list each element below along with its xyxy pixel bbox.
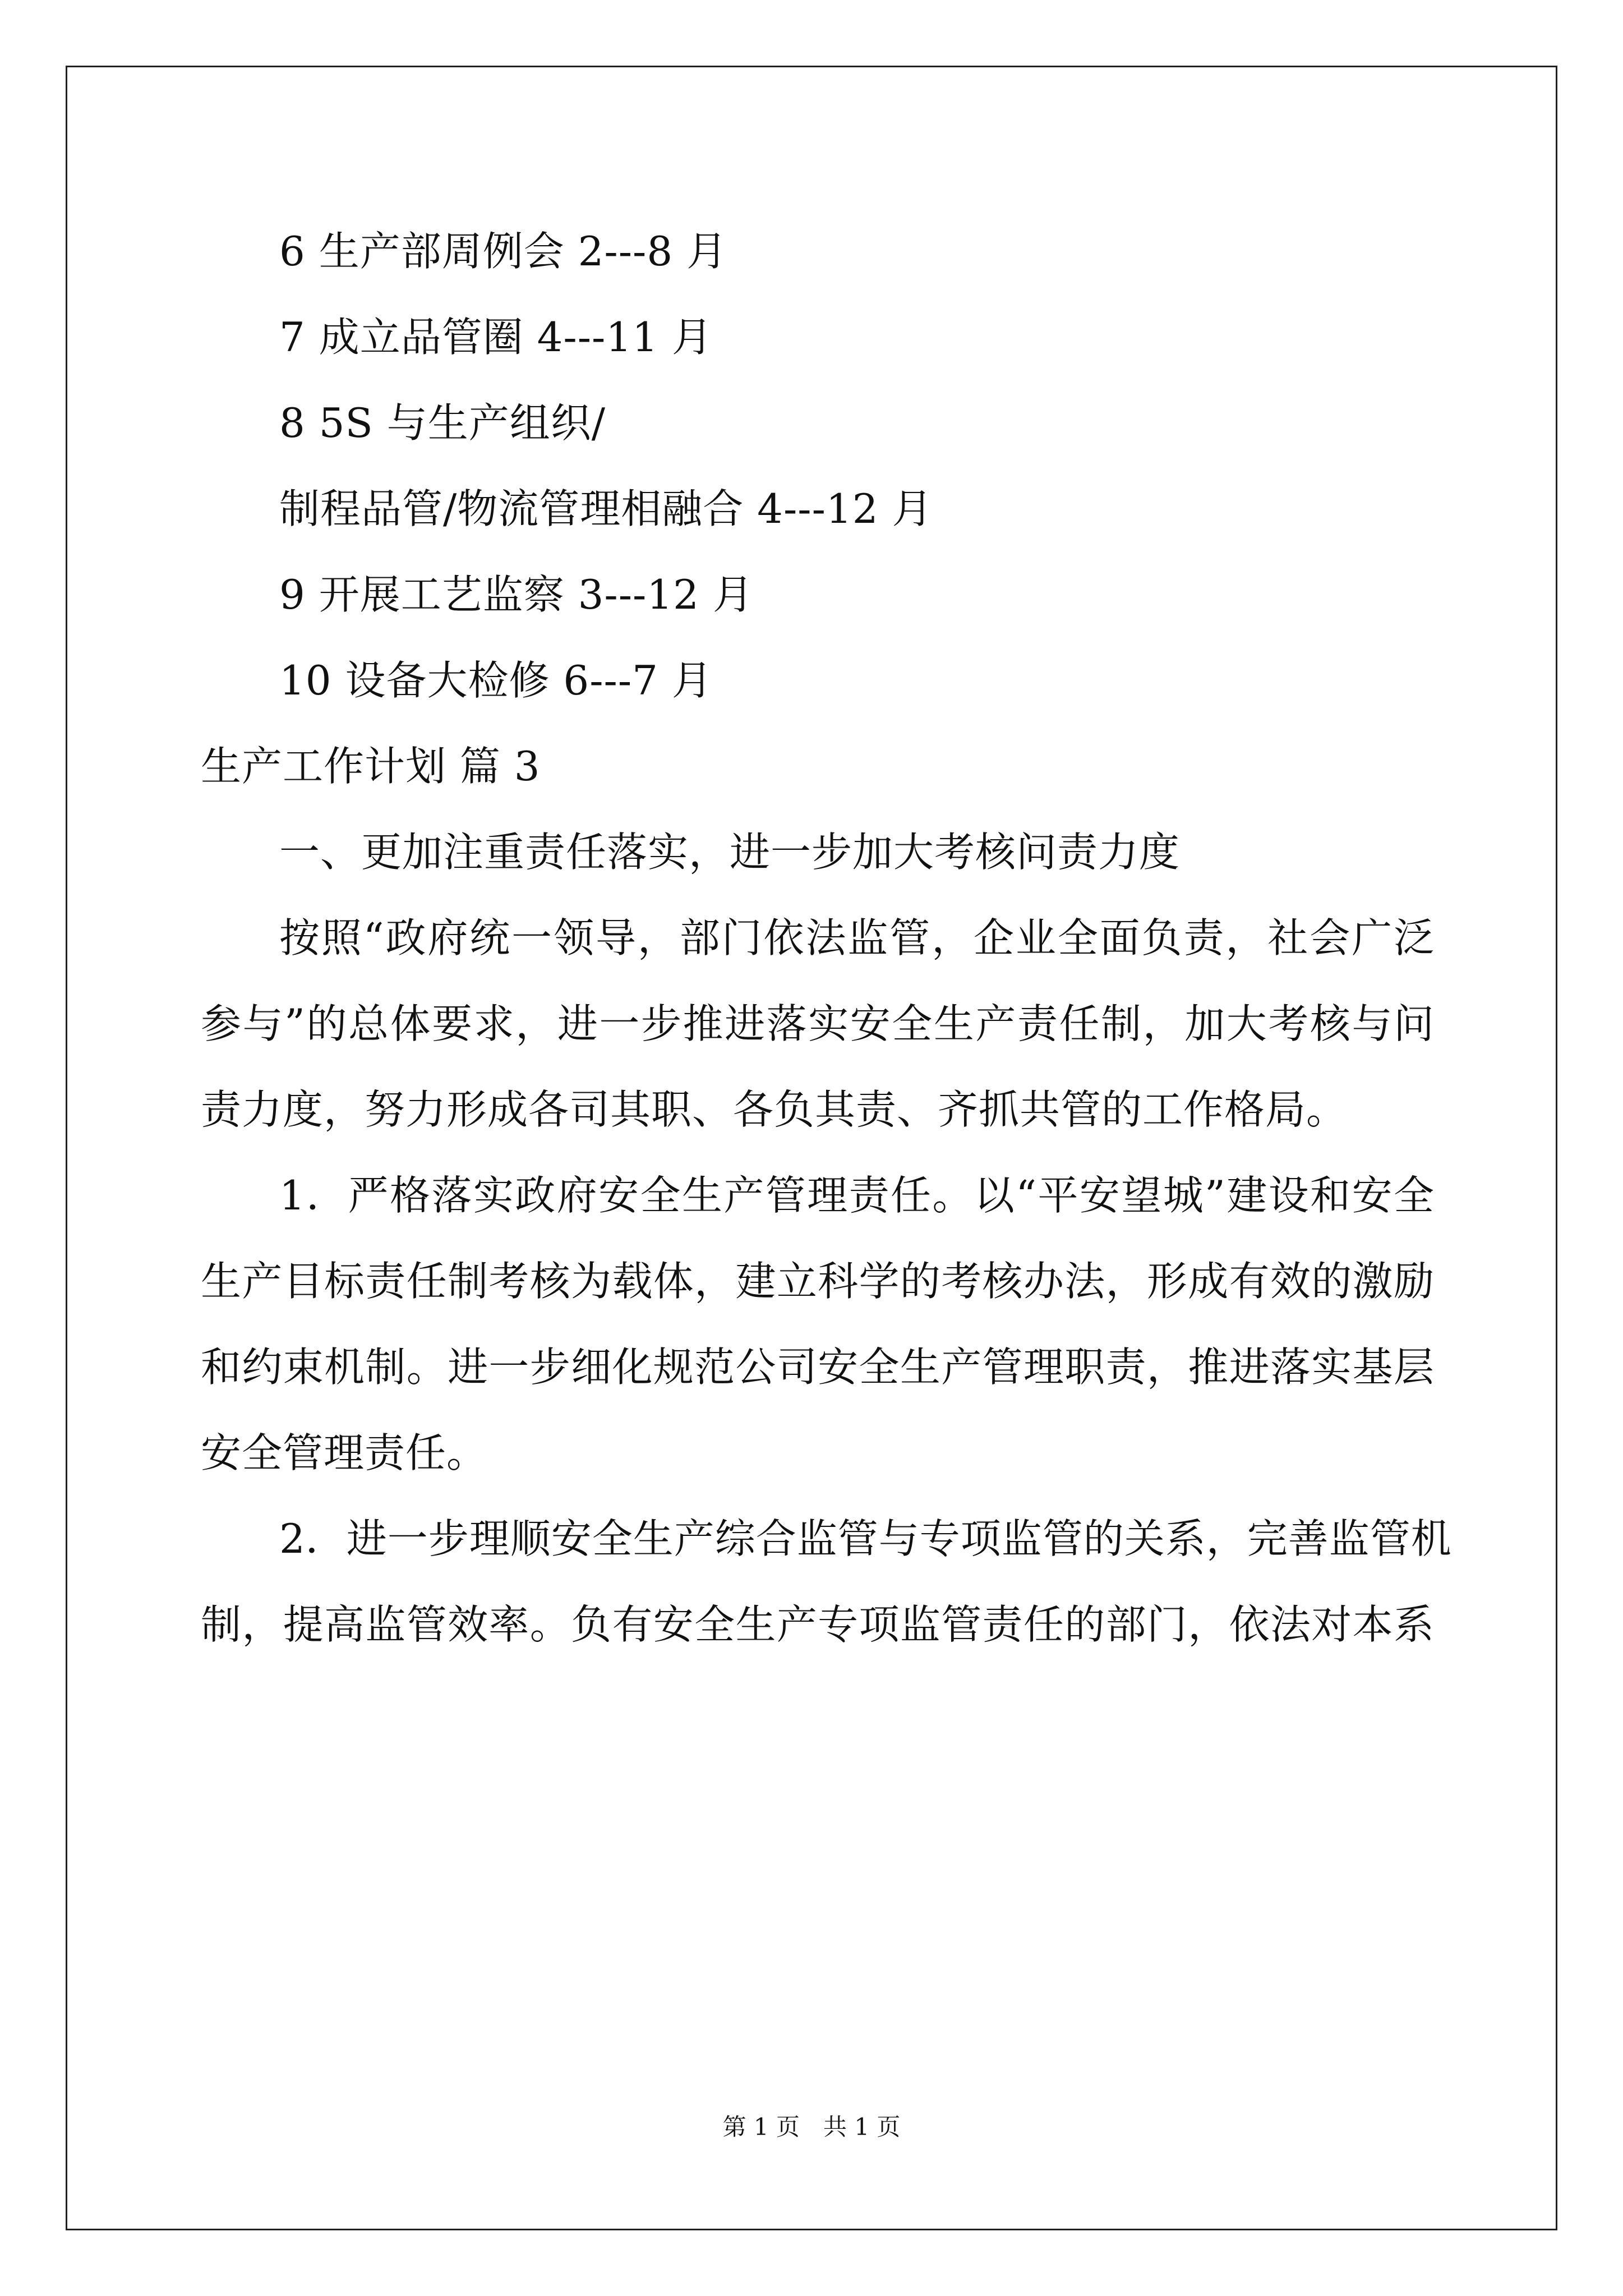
paragraph-line: 责力度，努力形成各司其职、各负其责、齐抓共管的工作格局。 [201,1086,1348,1133]
text-line: 10 设备大检修 6---7 月 [279,657,713,704]
paragraph-line: 参与”的总体要求，进一步推进落实安全生产责任制，加大考核与问 [201,1000,1435,1047]
paragraph-line: 生产目标责任制考核为载体，建立科学的考核办法，形成有效的激励 [201,1258,1435,1305]
text-line: 制程品管/物流管理相融合 4---12 月 [279,485,933,532]
text-line: 8 5S 与生产组织/ [279,399,606,447]
paragraph-line: 按照“政府统一领导，部门依法监管，企业全面负责，社会广泛 [279,914,1435,961]
page-number-footer: 第 1 页 共 1 页 [722,2113,901,2141]
paragraph-line: 制，提高监管效率。负有安全生产专项监管责任的部门，依法对本系 [201,1601,1435,1648]
text-line: 9 开展工艺监察 3---12 月 [279,571,754,618]
section-heading: 生产工作计划 篇 3 [201,743,541,790]
paragraph-line: 和约束机制。进一步细化规范公司安全生产管理职责，推进落实基层 [201,1343,1435,1391]
text-line: 7 成立品管圈 4---11 月 [279,314,713,361]
paragraph-line: 1．严格落实政府安全生产管理责任。以“平安望城”建设和安全 [279,1172,1435,1219]
paragraph-line: 2．进一步理顺安全生产综合监管与专项监管的关系，完善监管机 [279,1515,1452,1562]
document-body [201,0,1452,2296]
text-line: 6 生产部周例会 2---8 月 [279,228,728,275]
subheading: 一、更加注重责任落实，进一步加大考核问责力度 [279,829,1181,876]
paragraph-line: 安全管理责任。 [201,1429,488,1476]
